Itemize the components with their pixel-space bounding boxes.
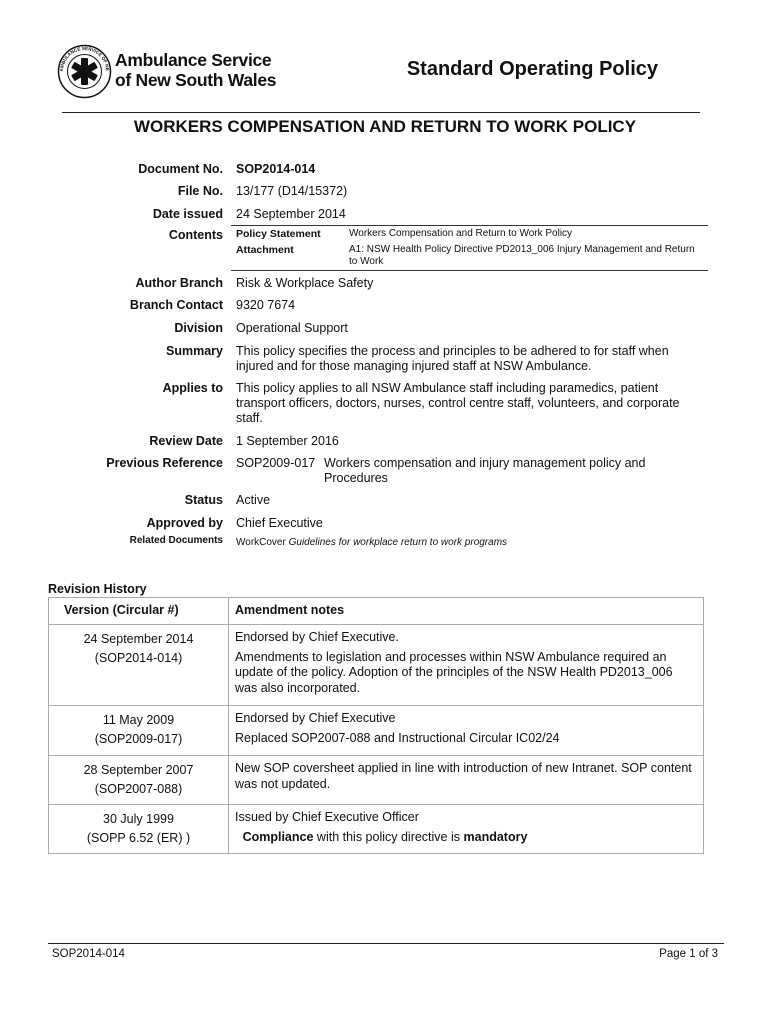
file-no-label: File No. <box>177 184 223 198</box>
previous-reference-title: Workers compensation and injury management policy and Procedures <box>324 456 646 485</box>
contents-key: Attachment <box>236 244 294 256</box>
review-date-label: Review Date <box>149 434 223 448</box>
footer-divider <box>48 943 724 944</box>
header-divider <box>62 112 700 113</box>
notes-cell: Endorsed by Chief Executive. Amendments to legislation and processes within NSW Ambulance required an update of the policy. Adoption of the principles of the NSW Health PD2013_006 was also incorporated. <box>229 625 704 706</box>
contents-row <box>231 226 708 242</box>
version-cell: 11 May 2009 (SOP2009-017) <box>49 706 229 756</box>
previous-reference-code: SOP2009-017 <box>236 456 316 470</box>
author-branch-value: Risk & Workplace Safety <box>236 276 374 290</box>
contents-key: Policy Statement <box>236 228 321 240</box>
contents-label: Contents <box>168 228 223 242</box>
contents-value: Workers Compensation and Return to Work Policy <box>349 228 573 239</box>
organisation-logo <box>57 44 287 104</box>
table-row <box>49 756 704 805</box>
star-of-life-seal-icon <box>57 44 112 99</box>
svg-text:AMBULANCE SERVICE OF NEW SOUTH: AMBULANCE SERVICE OF NE <box>58 45 111 72</box>
previous-reference-label: Previous Reference <box>106 456 223 470</box>
author-branch-label: Author Branch <box>135 276 223 290</box>
page-title: WORKERS COMPENSATION AND RETURN TO WORK POLICY <box>133 117 637 136</box>
contents-table <box>231 225 708 271</box>
division-value: Operational Support <box>236 321 348 335</box>
summary-label: Summary <box>166 344 223 358</box>
contents-value: A1: NSW Health Policy Directive PD2013_006 Injury Management and Return to Work <box>349 244 695 267</box>
column-header-notes: Amendment notes <box>229 598 704 625</box>
review-date-value: 1 September 2016 <box>236 434 339 448</box>
applies-to-value: This policy applies to all NSW Ambulance staff including paramedics, patient transport officers, doctors, nurses, control centre staff, volunteers, and corporate staff. <box>236 381 680 425</box>
date-issued-label: Date issued <box>152 207 223 221</box>
summary-value: This policy specifies the process and principles to be adhered to for staff when injured and for those managing injured staff at NSW Ambulance. <box>236 344 669 373</box>
version-cell: 30 July 1999 (SOPP 6.52 (ER) ) <box>49 805 229 854</box>
approved-by-label: Approved by <box>146 516 223 530</box>
approved-by-value: Chief Executive <box>236 516 323 530</box>
table-row <box>49 805 704 854</box>
page-number: Page 1 of 3 <box>659 948 718 960</box>
applies-to-label: Applies to <box>162 381 223 395</box>
table-row <box>49 625 704 706</box>
branch-contact-label: Branch Contact <box>129 298 223 312</box>
date-issued-value: 24 September 2014 <box>236 207 346 221</box>
organisation-name: Ambulance Service of New South Wales <box>115 50 277 90</box>
compliance-statement: Compliance with this policy directive is mandatory <box>242 830 528 844</box>
contents-row <box>231 242 708 270</box>
notes-cell: New SOP coversheet applied in line with introduction of new Intranet. SOP content was not updated. <box>229 756 704 805</box>
version-cell: 28 September 2007 (SOP2007-088) <box>49 756 229 805</box>
revision-history-table <box>48 597 704 854</box>
related-documents-label: Related Documents <box>129 535 223 546</box>
table-header-row <box>49 598 704 625</box>
document-no-label: Document No. <box>138 162 223 176</box>
revision-history-title: Revision History <box>48 582 147 596</box>
column-header-version: Version (Circular #) <box>49 598 229 625</box>
previous-reference-value <box>236 456 696 486</box>
branch-contact-value: 9320 7674 <box>236 298 296 312</box>
notes-cell: Issued by Chief Executive Officer <box>229 805 704 854</box>
footer-doc-code: SOP2014-014 <box>52 948 125 960</box>
file-no-value: 13/177 (D14/15372) <box>236 184 348 198</box>
version-cell: 24 September 2014 (SOP2014-014) <box>49 625 229 706</box>
division-label: Division <box>174 321 223 335</box>
notes-cell: Endorsed by Chief Executive Replaced SOP2007-088 and Instructional Circular IC02/24 <box>229 706 704 756</box>
document-no-value: SOP2014-014 <box>236 162 316 176</box>
table-row <box>49 706 704 756</box>
status-value: Active <box>236 493 271 507</box>
status-label: Status <box>184 493 223 507</box>
related-documents-value: WorkCover Guidelines for workplace return to work programs <box>236 537 508 548</box>
document-type: Standard Operating Policy <box>406 58 658 80</box>
